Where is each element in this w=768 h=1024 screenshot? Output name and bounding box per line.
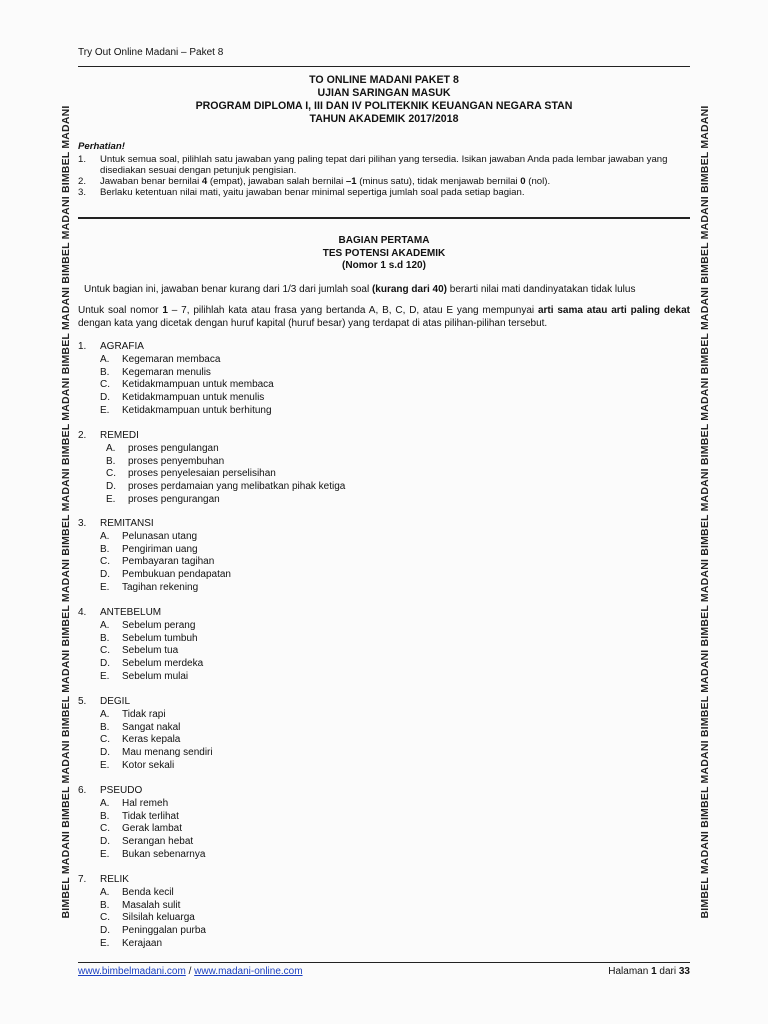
answer-option — [78, 912, 690, 925]
option-text: proses perdamaian yang melibatkan pihak ketiga — [128, 481, 346, 493]
option-letter: E. — [100, 848, 110, 860]
option-text: Ketidakmampuan untuk membaca — [122, 379, 274, 391]
page-number: Halaman 1 dari 33 — [608, 966, 690, 977]
header-rule — [78, 66, 690, 67]
question-stem — [78, 785, 690, 798]
answer-option — [78, 722, 690, 735]
question-word: REMITANSI — [100, 518, 154, 529]
option-text: Ketidakmampuan untuk berhitung — [122, 404, 272, 416]
question-word: REMEDI — [100, 430, 139, 441]
option-text: proses pengurangan — [128, 493, 220, 505]
option-letter: A. — [100, 886, 110, 898]
option-text: Sebelum tua — [122, 645, 179, 657]
answer-option — [78, 405, 690, 418]
answer-option — [78, 925, 690, 938]
option-text: Kegemaran membaca — [122, 353, 221, 365]
question-word: DEGIL — [100, 696, 131, 707]
question-item — [78, 341, 690, 418]
question-number: 4. — [78, 607, 87, 618]
question-instruction: Untuk soal nomor 1 – 7, pilihlah kata atau frasa yang bertanda A, B, C, D, atau E yang mempunyai arti sama atau arti paling dekat dengan kata yang dicetak dengan huruf kapital (huruf besar) yang terdapat di atas pilihan-pilihan tersebut. — [78, 305, 691, 329]
question-item — [78, 696, 690, 773]
option-text: Mau menang sendiri — [122, 747, 213, 759]
notice-block — [78, 141, 690, 198]
answer-option — [78, 468, 690, 481]
section-range: (Nomor 1 s.d 120) — [342, 260, 426, 271]
left-watermark — [58, 0, 74, 1024]
answer-option — [78, 938, 690, 951]
section-subtitle: TES POTENSI AKADEMIK — [322, 247, 446, 259]
option-text: proses penyelesaian perselisihan — [128, 468, 276, 480]
option-letter: B. — [106, 455, 116, 467]
option-text: Kerajaan — [122, 937, 163, 949]
option-text: Sebelum merdeka — [122, 658, 204, 670]
question-stem — [78, 430, 690, 443]
answer-option — [78, 823, 690, 836]
option-letter: B. — [100, 810, 110, 822]
option-text: proses pengulangan — [128, 442, 219, 454]
title-line: PROGRAM DIPLOMA I, III DAN IV POLITEKNIK KEUANGAN NEGARA STAN — [195, 100, 573, 112]
question-word: AGRAFIA — [100, 341, 144, 352]
website-link[interactable]: www.bimbelmadani.com — [78, 966, 186, 977]
option-letter: B. — [100, 899, 110, 911]
answer-option — [78, 582, 690, 595]
watermark-text: BIMBEL MADANI BIMBEL MADANI BIMBEL MADANI BIMBEL MADANI BIMBEL MADANI BIMBEL MADANI BIMBEL MADANI BIMBEL MADANI BIMBEL MADANI — [699, 105, 711, 919]
answer-option — [78, 494, 690, 507]
option-text: Tagihan rekening — [122, 581, 199, 593]
option-letter: A. — [100, 797, 110, 809]
option-letter: C. — [100, 379, 110, 391]
option-letter: D. — [100, 747, 110, 759]
option-text: Tidak terlihat — [122, 810, 179, 822]
option-text: Serangan hebat — [122, 836, 194, 848]
option-text: Hal remeh — [122, 797, 169, 809]
answer-option — [78, 798, 690, 811]
notice-text: Berlaku ketentuan nilai mati, yaitu jawaban benar minimal sepertiga jumlah soal pada setiap bagian. — [100, 187, 525, 198]
title-line: TO ONLINE MADANI PAKET 8 — [309, 74, 459, 86]
question-stem — [78, 518, 690, 531]
option-letter: A. — [100, 619, 110, 631]
answer-option — [78, 900, 690, 913]
option-text: Sebelum perang — [122, 619, 196, 631]
option-letter: A. — [106, 442, 116, 454]
answer-option — [78, 887, 690, 900]
answer-option — [78, 456, 690, 469]
option-text: Bukan sebenarnya — [122, 848, 206, 860]
question-word: PSEUDO — [100, 785, 143, 796]
question-number: 2. — [78, 430, 87, 441]
notice-text: Jawaban benar bernilai 4 (empat), jawaban salah bernilai –1 (minus satu), tidak menjawab bernilai 0 (nol). — [100, 176, 551, 187]
question-stem — [78, 607, 690, 620]
answer-option — [78, 633, 690, 646]
answer-option — [78, 836, 690, 849]
option-text: Pelunasan utang — [122, 530, 198, 542]
option-letter: C. — [100, 912, 110, 924]
option-letter: D. — [100, 836, 110, 848]
option-letter: E. — [100, 759, 110, 771]
question-item — [78, 785, 690, 862]
answer-option — [78, 544, 690, 557]
answer-option — [78, 811, 690, 824]
section-title: BAGIAN PERTAMA — [338, 235, 430, 246]
answer-option — [78, 734, 690, 747]
option-letter: C. — [100, 556, 110, 568]
notice-item — [78, 176, 690, 187]
right-watermark — [697, 0, 713, 1024]
option-text: Pengiriman uang — [122, 543, 198, 555]
option-text: Pembukuan pendapatan — [122, 569, 231, 581]
option-text: Tidak rapi — [122, 708, 166, 720]
option-letter: B. — [100, 632, 110, 644]
link-separator: / — [185, 966, 195, 977]
notice-number: 2. — [78, 176, 87, 187]
answer-option — [78, 658, 690, 671]
question-stem — [78, 696, 690, 709]
option-letter: E. — [100, 581, 110, 593]
notice-text: Untuk semua soal, pilihlah satu jawaban yang paling tepat dari pilihan yang tersedia. Isikan jawaban Anda pada lembar jawaban yang disediakan sesuai dengan petunjuk pengisian. — [100, 154, 668, 176]
option-text: Peninggalan purba — [122, 925, 206, 937]
option-letter: A. — [100, 530, 110, 542]
option-letter: E. — [100, 670, 110, 682]
section-rule — [78, 217, 690, 219]
option-letter: E. — [106, 493, 116, 505]
option-letter: D. — [100, 569, 110, 581]
answer-option — [78, 354, 690, 367]
notice-item — [78, 154, 690, 176]
watermark-text: BIMBEL MADANI BIMBEL MADANI BIMBEL MADANI BIMBEL MADANI BIMBEL MADANI BIMBEL MADANI BIMBEL MADANI BIMBEL MADANI BIMBEL MADANI — [60, 105, 72, 919]
question-item — [78, 874, 690, 951]
option-text: Masalah sulit — [122, 899, 181, 911]
question-word: RELIK — [100, 874, 129, 885]
notice-heading: Perhatian! — [78, 141, 125, 152]
option-text: Benda kecil — [122, 886, 174, 898]
question-stem — [78, 874, 690, 887]
answer-option — [78, 569, 690, 582]
option-letter: D. — [100, 925, 110, 937]
answer-option — [78, 709, 690, 722]
option-letter: C. — [100, 823, 110, 835]
answer-option — [78, 443, 690, 456]
title-line: UJIAN SARINGAN MASUK — [317, 87, 451, 99]
running-header: Try Out Online Madani – Paket 8 — [78, 47, 224, 58]
answer-option — [78, 645, 690, 658]
answer-option — [78, 392, 690, 405]
answer-option — [78, 671, 690, 684]
question-number: 6. — [78, 785, 87, 796]
option-text: Silsilah keluarga — [122, 912, 195, 924]
option-letter: C. — [100, 734, 110, 746]
option-letter: E. — [100, 937, 110, 949]
option-letter: A. — [100, 353, 110, 365]
question-number: 1. — [78, 341, 87, 352]
section-heading — [78, 235, 690, 273]
notice-number: 3. — [78, 187, 87, 198]
answer-option — [78, 556, 690, 569]
question-number: 5. — [78, 696, 87, 707]
notice-number: 1. — [78, 154, 87, 165]
option-letter: B. — [100, 366, 110, 378]
option-letter: D. — [106, 481, 116, 493]
notice-item — [78, 187, 690, 198]
option-text: Sangat nakal — [122, 721, 181, 733]
question-number: 3. — [78, 518, 87, 529]
option-letter: E. — [100, 404, 110, 416]
answer-option — [78, 760, 690, 773]
answer-option — [78, 849, 690, 862]
option-text: Pembayaran tagihan — [122, 556, 215, 568]
answer-option — [78, 747, 690, 760]
answer-option — [78, 481, 690, 494]
option-text: Keras kepala — [122, 734, 181, 746]
option-text: Sebelum tumbuh — [122, 632, 198, 644]
option-text: Kotor sekali — [122, 759, 175, 771]
question-item — [78, 518, 690, 595]
notice-list — [78, 154, 690, 198]
option-letter: D. — [100, 392, 110, 404]
option-letter: D. — [100, 658, 110, 670]
question-stem — [78, 341, 690, 354]
footer-rule — [78, 962, 690, 963]
section-instruction: Untuk bagian ini, jawaban benar kurang dari 1/3 dari jumlah soal (kurang dari 40) berarti nilai mati dandinyatakan tidak lulus — [84, 284, 636, 295]
option-letter: C. — [106, 468, 116, 480]
page-footer — [78, 966, 690, 977]
title-line: TAHUN AKADEMIK 2017/2018 — [309, 113, 459, 125]
option-text: Ketidakmampuan untuk menulis — [122, 392, 265, 404]
question-number: 7. — [78, 874, 87, 885]
option-text: Kegemaran menulis — [122, 366, 211, 378]
option-text: Gerak lambat — [122, 823, 183, 835]
option-letter: C. — [100, 645, 110, 657]
option-text: Sebelum mulai — [122, 670, 189, 682]
document-title-block — [78, 74, 690, 126]
option-letter: B. — [100, 543, 110, 555]
question-word: ANTEBELUM — [100, 607, 162, 618]
answer-option — [78, 620, 690, 633]
question-item — [78, 607, 690, 684]
answer-option — [78, 531, 690, 544]
option-text: proses penyembuhan — [128, 455, 225, 467]
answer-option — [78, 367, 690, 380]
answer-option — [78, 379, 690, 392]
website-link[interactable]: www.madani-online.com — [194, 966, 303, 977]
option-letter: B. — [100, 721, 110, 733]
question-item — [78, 430, 690, 507]
option-letter: A. — [100, 708, 110, 720]
